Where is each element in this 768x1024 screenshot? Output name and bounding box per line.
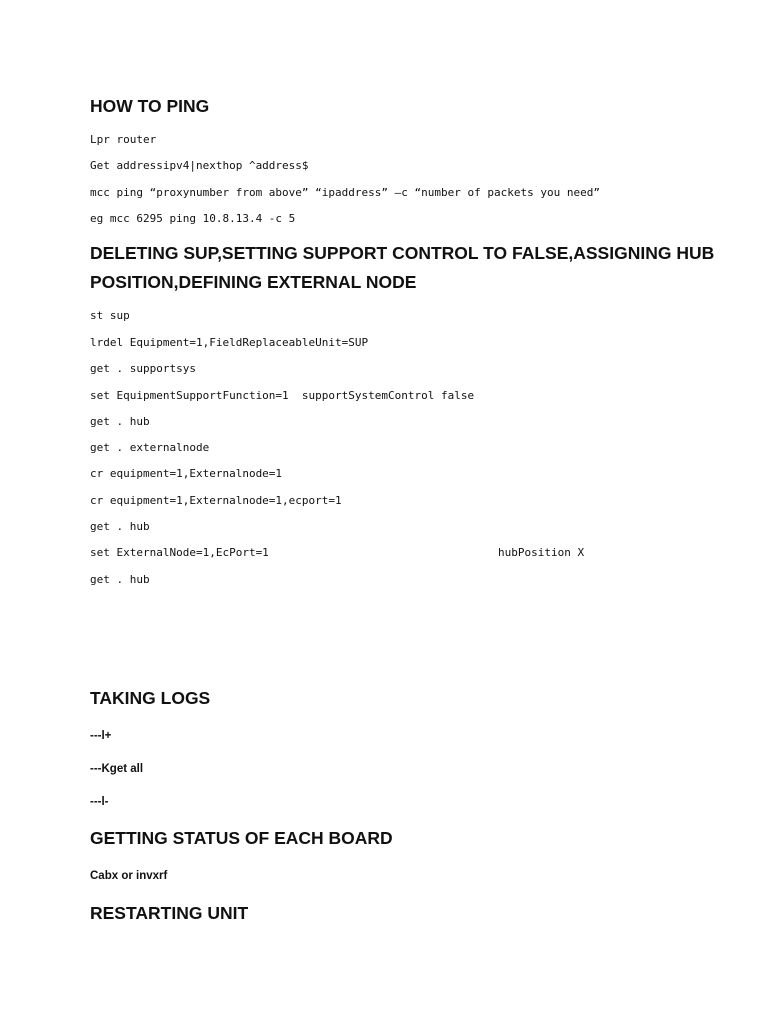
sup-line-8: cr equipment=1,Externalnode=1,ecport=1 [90,494,342,507]
heading-deleting-sup-line-2: POSITION,DEFINING EXTERNAL NODE [90,272,417,292]
sup-line-3: get . supportsys [90,362,196,375]
heading-getting-status: GETTING STATUS OF EACH BOARD [90,828,393,848]
heading-taking-logs: TAKING LOGS [90,688,211,708]
logs-line-2: ---Kget all [90,763,144,775]
logs-line-1: ---l+ [90,730,112,742]
ping-line-3: mcc ping “proxynumber from above” “ipaddress” –c “number of packets you need” [90,186,600,199]
heading-how-to-ping: HOW TO PING [90,96,210,116]
sup-line-7: cr equipment=1,Externalnode=1 [90,467,283,480]
sup-line-5: get . hub [90,415,150,428]
sup-line-9: get . hub [90,520,150,533]
sup-line-6: get . externalnode [90,441,210,454]
ping-line-1: Lpr router [90,133,157,146]
sup-line-4: set EquipmentSupportFunction=1 supportSystemControl false [90,389,475,402]
logs-line-3: ---l- [90,796,109,808]
sup-line-2: lrdel Equipment=1,FieldReplaceableUnit=SUP [90,336,369,349]
ping-line-4: eg mcc 6295 ping 10.8.13.4 -c 5 [90,212,296,225]
status-line-1: Cabx or invxrf [90,870,168,882]
sup-line-10: set ExternalNode=1,EcPort=1 [90,546,269,559]
hub-position-text: hubPosition X [498,546,585,559]
sup-line-1: st sup [90,309,130,322]
sup-line-11: get . hub [90,573,150,586]
heading-deleting-sup-line-1: DELETING SUP,SETTING SUPPORT CONTROL TO FALSE,ASSIGNING HUB [90,243,715,263]
heading-restarting-unit: RESTARTING UNIT [90,903,249,923]
ping-line-2: Get addressipv4|nexthop ^address$ [90,159,309,172]
